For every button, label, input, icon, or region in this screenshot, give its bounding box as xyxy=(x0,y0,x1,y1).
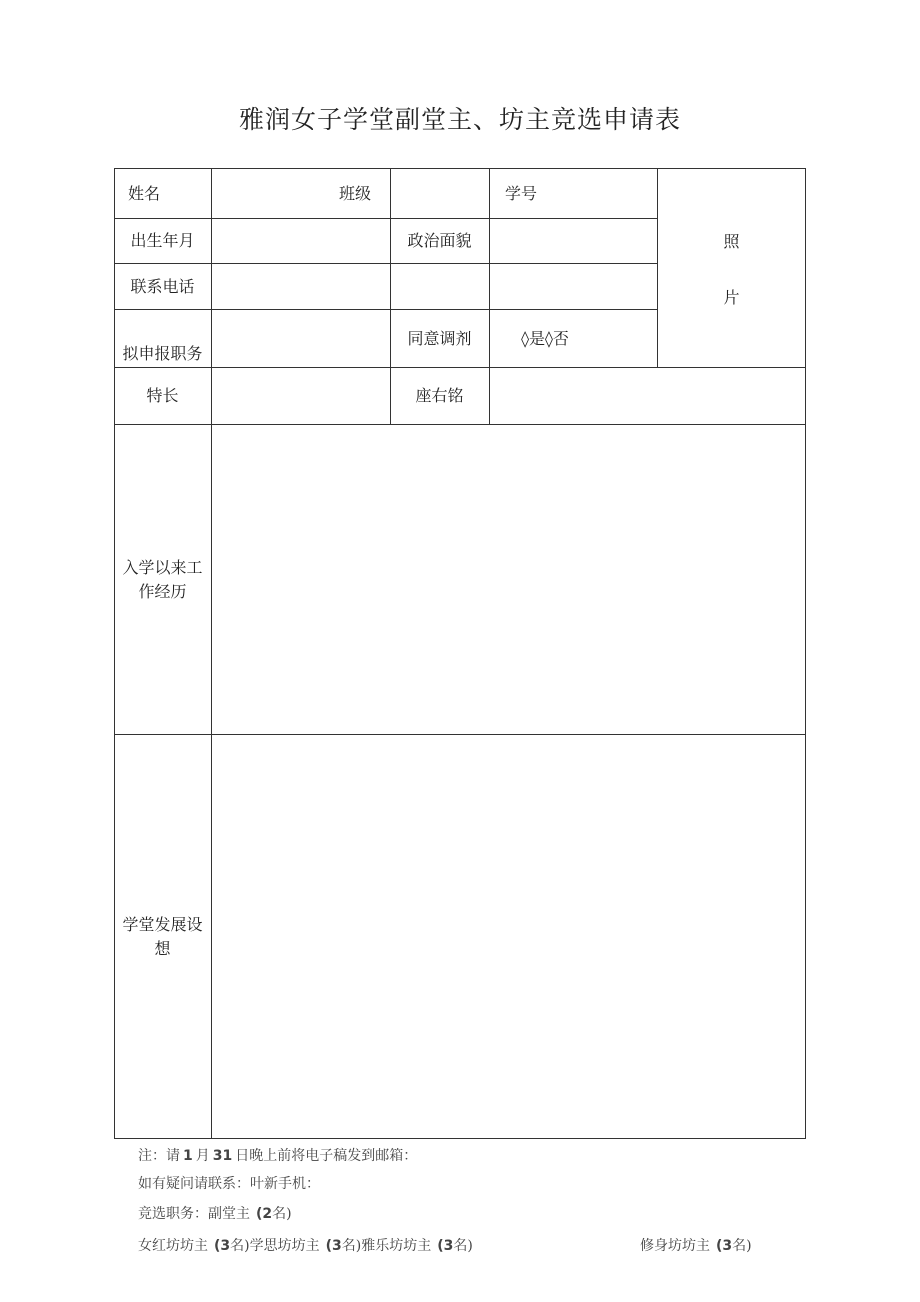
page-title: 雅润女子学堂副堂主、坊主竞选申请表 xyxy=(238,105,681,134)
note-text: 日晚上前将电子稿发到邮箱： xyxy=(235,1148,418,1164)
note-line-4-right xyxy=(640,1235,752,1255)
note-text: 名) xyxy=(453,1238,473,1254)
work-history-label-line2: 作经历 xyxy=(138,581,187,601)
specialty-field[interactable] xyxy=(212,368,390,424)
position-field[interactable] xyxy=(212,310,390,367)
class-field[interactable] xyxy=(391,170,489,218)
student-id-label: 学号 xyxy=(504,184,537,203)
note-line-1 xyxy=(138,1145,417,1165)
phone-label: 联系电话 xyxy=(130,276,195,296)
note-text: 修身坊坊主 xyxy=(640,1238,710,1254)
photo-label-bottom: 片 xyxy=(723,288,740,307)
photo-label-top: 照 xyxy=(723,232,740,251)
note-text: 名) xyxy=(732,1238,752,1254)
note-text: 注：请 xyxy=(138,1148,180,1164)
note-line-4 xyxy=(138,1235,473,1255)
blank-field[interactable] xyxy=(391,264,489,309)
position-label: 拟申报职务 xyxy=(122,344,203,363)
political-status-label: 政治面貌 xyxy=(407,231,472,250)
birth-date-field[interactable] xyxy=(212,219,390,263)
work-history-label xyxy=(114,425,211,734)
development-ideas-label-line1: 学堂发展设 xyxy=(122,914,203,934)
motto-label: 座右铭 xyxy=(415,386,464,405)
photo-box[interactable] xyxy=(658,170,805,367)
political-status-field[interactable] xyxy=(490,219,657,263)
development-ideas-label-line2: 想 xyxy=(154,938,171,958)
work-history-label-line1: 入学以来工 xyxy=(122,557,203,577)
note-number: 31 xyxy=(212,1148,233,1164)
table-border-bottom xyxy=(114,1138,805,1139)
phone-field[interactable] xyxy=(212,264,390,309)
note-line-3 xyxy=(138,1203,292,1223)
adjust-label: 同意调剂 xyxy=(407,328,472,348)
development-ideas-label xyxy=(114,735,211,1138)
motto-field[interactable] xyxy=(490,368,805,424)
table-border-top xyxy=(114,168,805,169)
note-text: 竞选职务：副堂主 xyxy=(138,1206,250,1222)
note-line-2: 如有疑问请联系：叶新手机： xyxy=(138,1176,320,1192)
note-text: 名)学思坊坊主 xyxy=(230,1238,320,1254)
table-border-right xyxy=(805,168,806,1139)
note-number: (3 xyxy=(325,1238,342,1254)
name-label: 姓名 xyxy=(127,184,160,203)
note-number: (3 xyxy=(214,1238,231,1254)
blank-field[interactable] xyxy=(490,264,657,309)
specialty-label: 特长 xyxy=(146,386,179,405)
note-text: 名) xyxy=(272,1206,292,1222)
work-history-field[interactable] xyxy=(212,425,805,734)
note-number: (3 xyxy=(716,1238,733,1254)
birth-date-label: 出生年月 xyxy=(130,231,195,250)
development-ideas-field[interactable] xyxy=(212,735,805,1138)
student-id-field[interactable] xyxy=(553,170,657,218)
note-text: 名)雅乐坊坊主 xyxy=(341,1238,432,1254)
note-text: 月 xyxy=(195,1148,210,1164)
note-number: (3 xyxy=(437,1238,454,1254)
note-number: (2 xyxy=(256,1206,273,1222)
adjust-options[interactable]: ◊是◊否 xyxy=(521,328,569,348)
note-number: 1 xyxy=(183,1148,193,1164)
note-text: 女红坊坊主 xyxy=(138,1238,208,1254)
class-label: 班级 xyxy=(338,184,371,203)
name-field[interactable] xyxy=(212,170,322,218)
